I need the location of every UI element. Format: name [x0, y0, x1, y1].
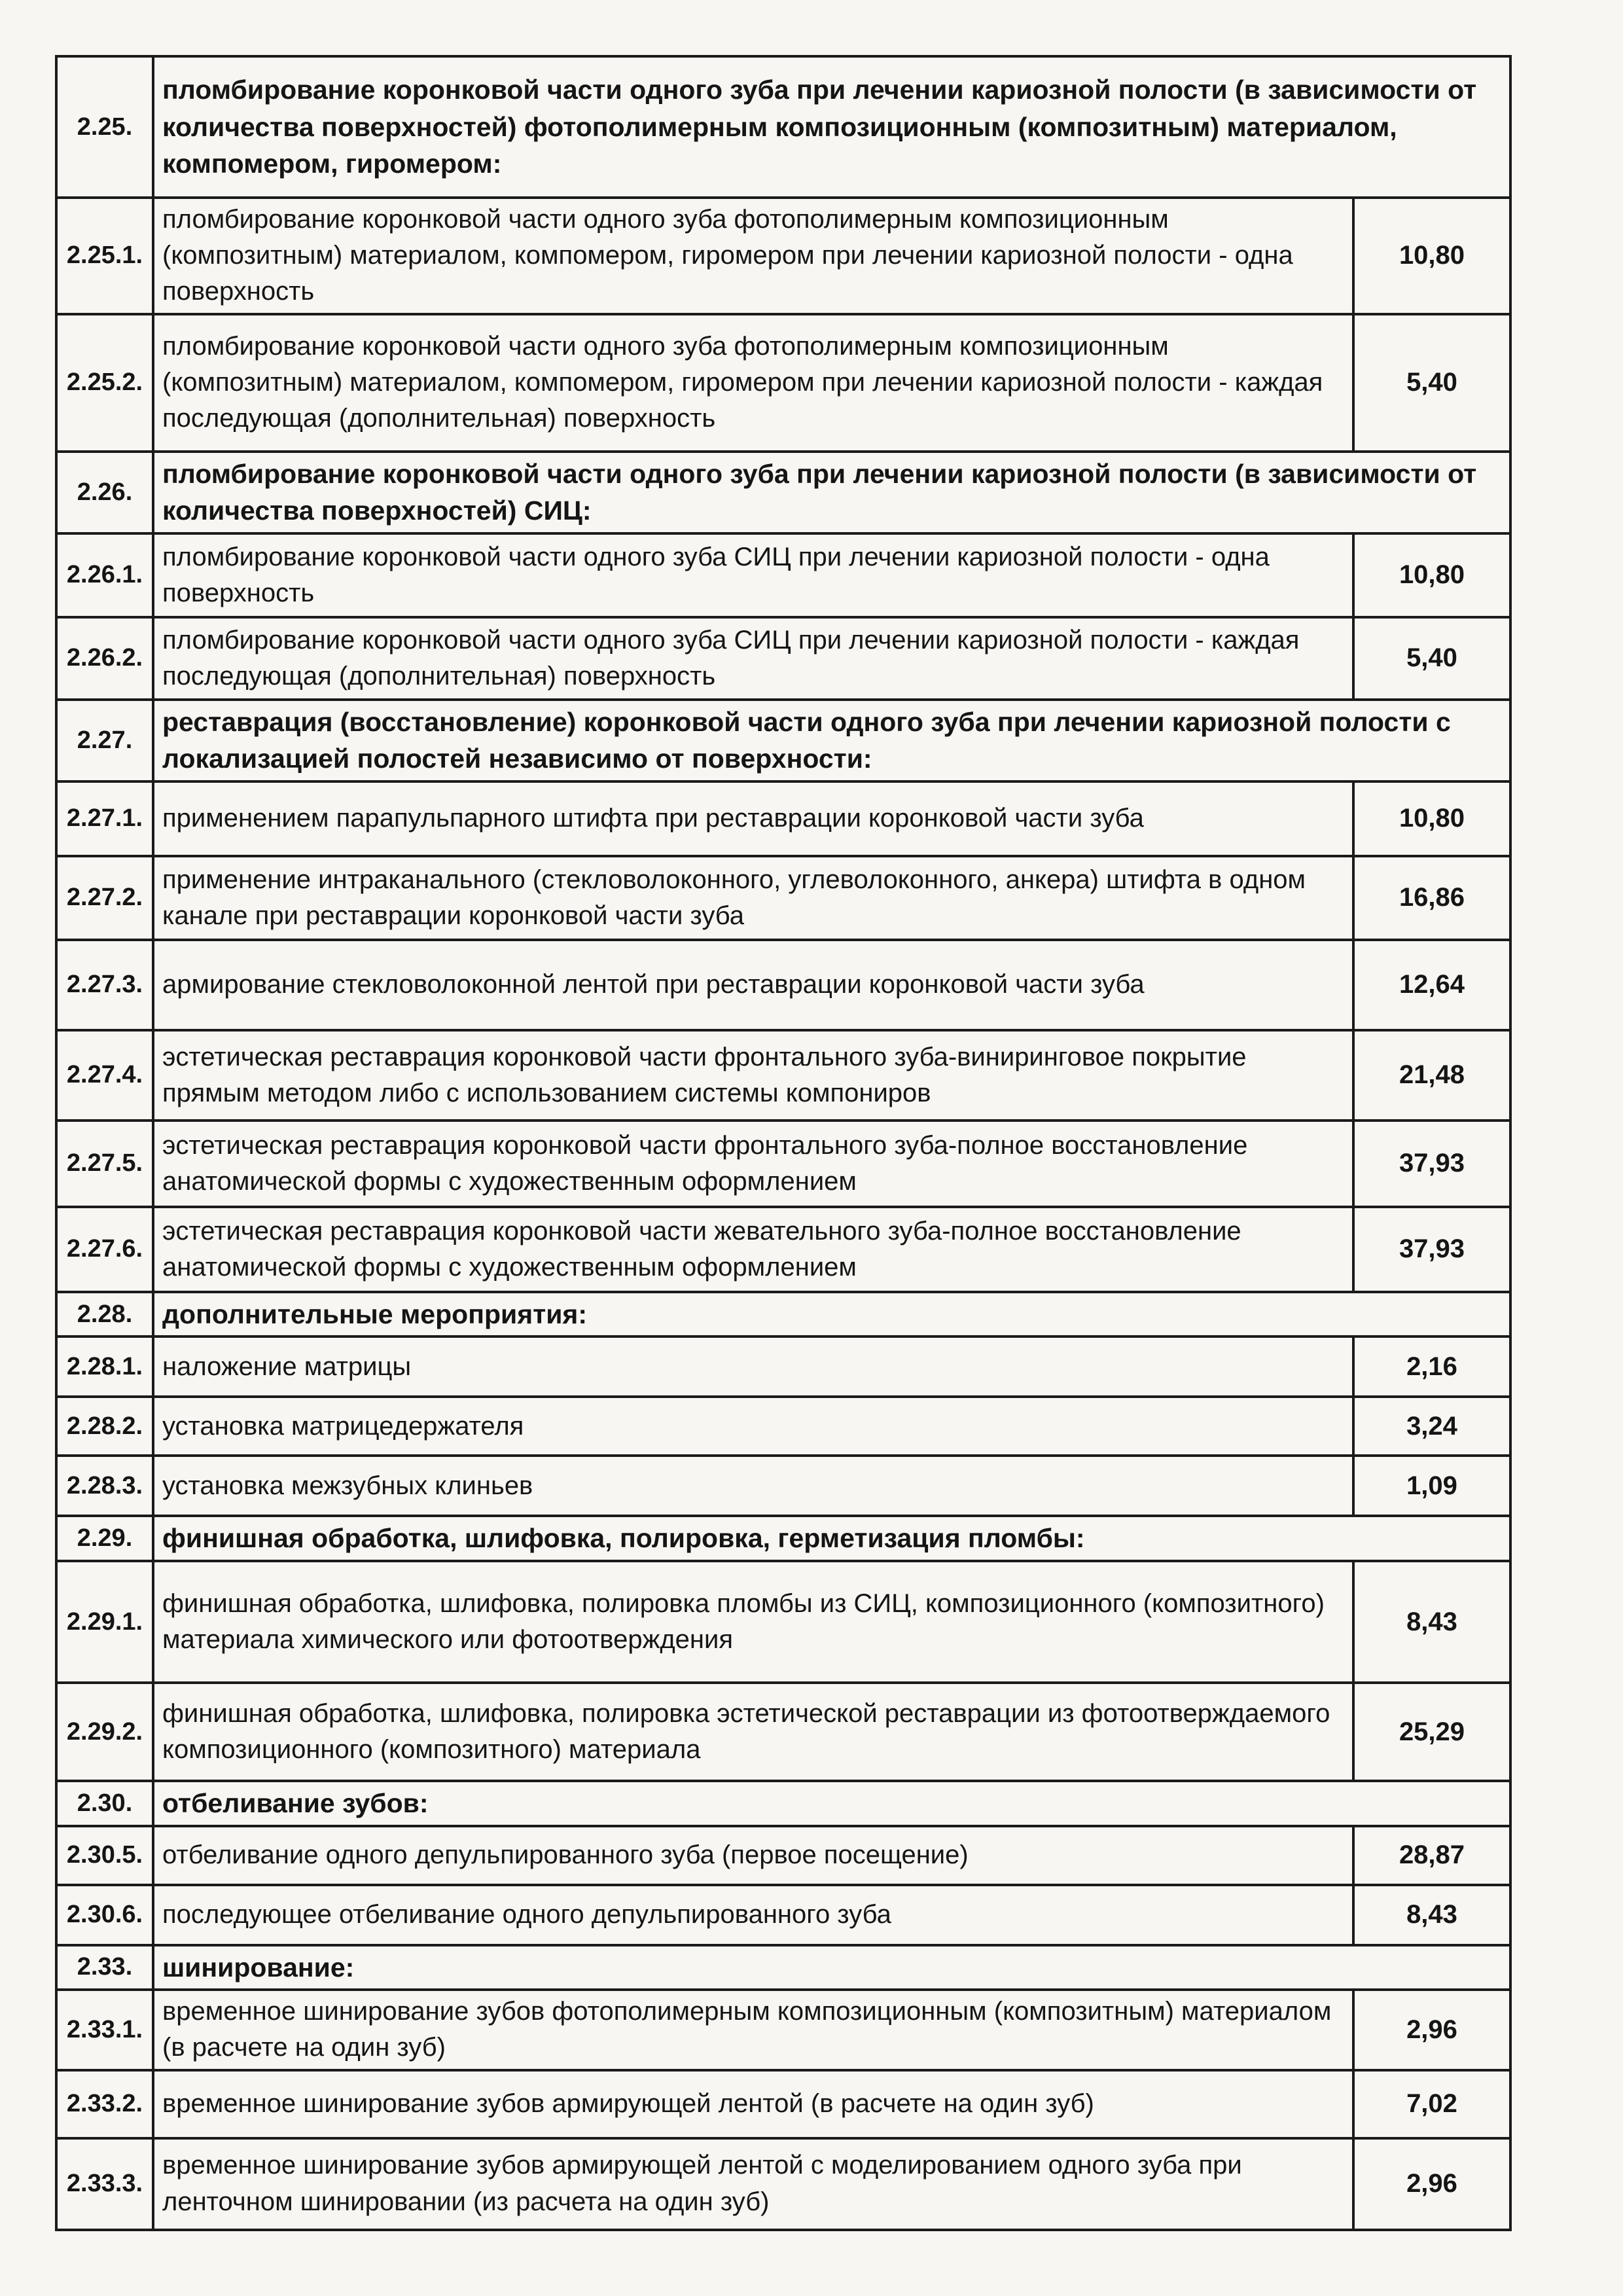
item-description: отбеливание одного депульпированного зуба (первое посещение)	[153, 1826, 1353, 1885]
item-row	[56, 617, 1510, 700]
item-value: 25,29	[1353, 1683, 1510, 1781]
item-row	[56, 2138, 1510, 2230]
item-value: 10,80	[1353, 198, 1510, 314]
item-description: пломбирование коронковой части одного зуба СИЦ при лечении кариозной полости - одна поверхность	[153, 533, 1353, 617]
item-code: 2.27.6.	[56, 1207, 153, 1292]
item-code: 2.27.2.	[56, 856, 153, 940]
item-description: установка матрицедержателя	[153, 1397, 1353, 1456]
item-row	[56, 1121, 1510, 1207]
item-code: 2.27.3.	[56, 940, 153, 1030]
price-table	[55, 55, 1512, 2231]
item-code: 2.30.6.	[56, 1885, 153, 1945]
item-description: установка межзубных клиньев	[153, 1456, 1353, 1516]
item-description: пломбирование коронковой части одного зуба СИЦ при лечении кариозной полости - каждая последующая (дополнительная) поверхность	[153, 617, 1353, 700]
item-code: 2.27.4.	[56, 1030, 153, 1121]
item-row	[56, 1207, 1510, 1292]
section-row	[56, 1945, 1510, 1990]
item-value: 3,24	[1353, 1397, 1510, 1456]
item-value: 28,87	[1353, 1826, 1510, 1885]
section-title: реставрация (восстановление) коронковой части одного зуба при лечении кариозной полости с локализацией полостей независимо от поверхности:	[153, 700, 1510, 781]
item-row	[56, 1397, 1510, 1456]
section-row	[56, 700, 1510, 781]
item-code: 2.27.5.	[56, 1121, 153, 1207]
item-value: 5,40	[1353, 314, 1510, 452]
item-code: 2.26.1.	[56, 533, 153, 617]
item-row	[56, 1336, 1510, 1397]
item-value: 2,96	[1353, 2138, 1510, 2230]
item-value: 2,16	[1353, 1336, 1510, 1397]
item-description: наложение матрицы	[153, 1336, 1353, 1397]
section-row	[56, 1516, 1510, 1561]
item-description: эстетическая реставрация коронковой части фронтального зуба-полное восстановление анатомической формы с художественным оформлением	[153, 1121, 1353, 1207]
section-title: пломбирование коронковой части одного зуба при лечении кариозной полости (в зависимости от количества поверхностей) фотополимерным композиционным (композитным) материалом, компомером, гиромером:	[153, 56, 1510, 198]
item-description: эстетическая реставрация коронковой части жевательного зуба-полное восстановление анатомической формы с художественным оформлением	[153, 1207, 1353, 1292]
item-code: 2.26.2.	[56, 617, 153, 700]
item-code: 2.25.1.	[56, 198, 153, 314]
section-code: 2.30.	[56, 1781, 153, 1826]
item-description: временное шинирование зубов армирующей лентой (в расчете на один зуб)	[153, 2070, 1353, 2138]
item-row	[56, 1826, 1510, 1885]
item-row	[56, 1030, 1510, 1121]
item-code: 2.28.3.	[56, 1456, 153, 1516]
item-value: 7,02	[1353, 2070, 1510, 2138]
price-table-body	[56, 56, 1510, 2230]
item-value: 16,86	[1353, 856, 1510, 940]
item-code: 2.33.3.	[56, 2138, 153, 2230]
item-row	[56, 533, 1510, 617]
item-code: 2.33.1.	[56, 1990, 153, 2070]
item-description: финишная обработка, шлифовка, полировка пломбы из СИЦ, композиционного (композитного) материала химического или фотоотверждения	[153, 1561, 1353, 1683]
item-description: армирование стекловолоконной лентой при реставрации коронковой части зуба	[153, 940, 1353, 1030]
section-title: дополнительные мероприятия:	[153, 1292, 1510, 1337]
section-row	[56, 56, 1510, 198]
item-description: пломбирование коронковой части одного зуба фотополимерным композиционным (композитным) материалом, компомером, гиромером при лечении кариозной полости - одна поверхность	[153, 198, 1353, 314]
item-description: финишная обработка, шлифовка, полировка эстетической реставрации из фотоотверждаемого композиционного (композитного) материала	[153, 1683, 1353, 1781]
section-row	[56, 1292, 1510, 1337]
item-code: 2.33.2.	[56, 2070, 153, 2138]
item-description: временное шинирование зубов армирующей лентой с моделированием одного зуба при ленточном шинировании (из расчета на один зуб)	[153, 2138, 1353, 2230]
item-row	[56, 1456, 1510, 1516]
item-row	[56, 856, 1510, 940]
item-row	[56, 1561, 1510, 1683]
item-row	[56, 1683, 1510, 1781]
item-value: 21,48	[1353, 1030, 1510, 1121]
section-code: 2.27.	[56, 700, 153, 781]
item-code: 2.30.5.	[56, 1826, 153, 1885]
item-code: 2.28.2.	[56, 1397, 153, 1456]
section-row	[56, 452, 1510, 533]
item-value: 37,93	[1353, 1121, 1510, 1207]
section-code: 2.33.	[56, 1945, 153, 1990]
item-row	[56, 940, 1510, 1030]
item-row	[56, 2070, 1510, 2138]
section-row	[56, 1781, 1510, 1826]
section-code: 2.29.	[56, 1516, 153, 1561]
item-description: применение интраканального (стекловолоконного, углеволоконного, анкера) штифта в одном канале при реставрации коронковой части зуба	[153, 856, 1353, 940]
item-value: 37,93	[1353, 1207, 1510, 1292]
item-value: 8,43	[1353, 1561, 1510, 1683]
item-value: 12,64	[1353, 940, 1510, 1030]
section-title: финишная обработка, шлифовка, полировка, герметизация пломбы:	[153, 1516, 1510, 1561]
item-value: 10,80	[1353, 533, 1510, 617]
item-value: 5,40	[1353, 617, 1510, 700]
item-value: 2,96	[1353, 1990, 1510, 2070]
item-row	[56, 1990, 1510, 2070]
item-code: 2.29.2.	[56, 1683, 153, 1781]
item-row	[56, 1885, 1510, 1945]
item-code: 2.25.2.	[56, 314, 153, 452]
item-description: временное шинирование зубов фотополимерным композиционным (композитным) материалом (в расчете на один зуб)	[153, 1990, 1353, 2070]
item-row	[56, 314, 1510, 452]
section-code: 2.28.	[56, 1292, 153, 1337]
item-code: 2.28.1.	[56, 1336, 153, 1397]
item-code: 2.29.1.	[56, 1561, 153, 1683]
item-description: эстетическая реставрация коронковой части фронтального зуба-виниринговое покрытие прямым методом либо с использованием системы компониров	[153, 1030, 1353, 1121]
item-row	[56, 781, 1510, 856]
item-row	[56, 198, 1510, 314]
item-description: применением парапульпарного штифта при реставрации коронковой части зуба	[153, 781, 1353, 856]
price-list-sheet	[55, 55, 1512, 2216]
section-code: 2.25.	[56, 56, 153, 198]
section-code: 2.26.	[56, 452, 153, 533]
section-title: отбеливание зубов:	[153, 1781, 1510, 1826]
section-title: шинирование:	[153, 1945, 1510, 1990]
item-value: 10,80	[1353, 781, 1510, 856]
item-description: последующее отбеливание одного депульпированного зуба	[153, 1885, 1353, 1945]
item-description: пломбирование коронковой части одного зуба фотополимерным композиционным (композитным) материалом, компомером, гиромером при лечении кариозной полости - каждая последующая (дополнительная) поверхность	[153, 314, 1353, 452]
item-value: 8,43	[1353, 1885, 1510, 1945]
item-code: 2.27.1.	[56, 781, 153, 856]
section-title: пломбирование коронковой части одного зуба при лечении кариозной полости (в зависимости от количества поверхностей) СИЦ:	[153, 452, 1510, 533]
item-value: 1,09	[1353, 1456, 1510, 1516]
